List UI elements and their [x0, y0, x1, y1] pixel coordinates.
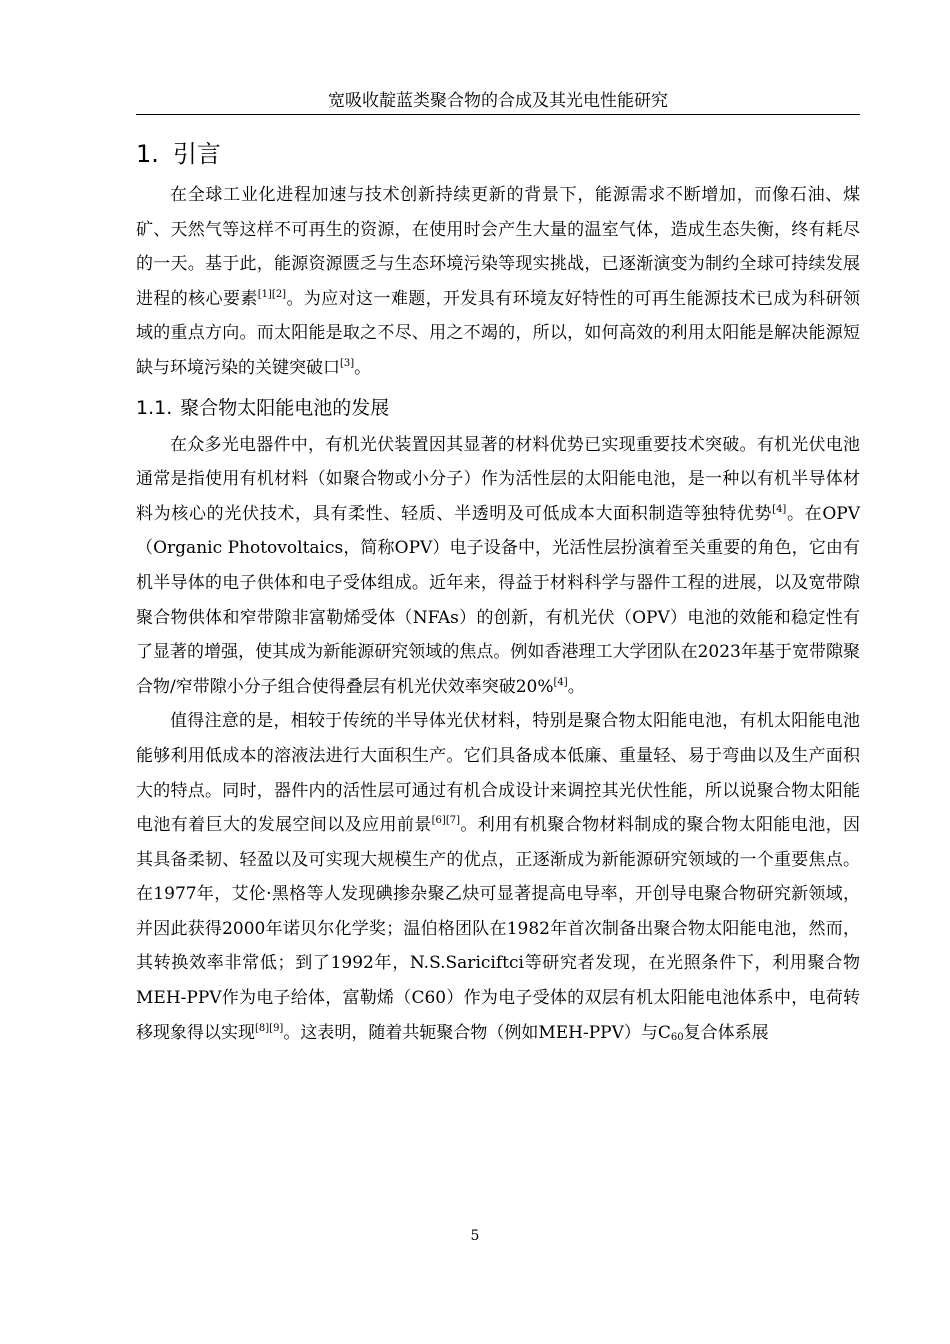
- paragraph-2: [136, 428, 860, 705]
- paragraph-3: [136, 704, 860, 1050]
- subsection-number: 1.1.: [136, 396, 173, 419]
- paragraph-text: 在全球工业化进程加速与技术创新持续更新的背景下，能源需求不断增加，而像石油、煤矿、天然气等这样不可再生的资源，在使用时会产生大量的温室气体，造成生态失衡，终有耗尽的一天。基于此，能源资源匮乏与生态环境污染等现实挑战，已逐渐演变为制约全球可持续发展进程的核心要素: [136, 185, 860, 309]
- section-title: 引言: [172, 140, 221, 168]
- paragraph-text: 。为应对这一难题，开发具有环境友好特性的可再生能源技术已成为科研领域的重点方向。而太阳能是取之不尽、用之不竭的，所以，如何高效的利用太阳能是解决能源短缺与环境污染的关键突破口: [136, 288, 861, 378]
- section-heading-1: [136, 134, 860, 174]
- citation: [4]: [772, 503, 787, 515]
- subscript: 60: [670, 1031, 684, 1043]
- paragraph-text: 。这表明，随着共轭聚合物（例如MEH-PPV）与C: [283, 1022, 671, 1043]
- citation: [3]: [340, 357, 355, 369]
- page-footer: [0, 1228, 950, 1244]
- citation: [1][2]: [257, 288, 287, 300]
- page-number: 5: [470, 1228, 480, 1244]
- section-number: 1.: [136, 140, 159, 168]
- paragraph-text: 。利用有机聚合物材料制成的聚合物太阳能电池，因其具备柔韧、轻盈以及可实现大规模生产的优点，正逐渐成为新能源研究领域的一个重要焦点。在1977年，艾伦·黑格等人发现碘掺杂聚乙炔可显著提高电导率，开创导电聚合物研究新领域，并因此获得2000年诺贝尔化学奖；温伯格团队在1982年首次制备出聚合物太阳能电池，然而，其转换效率非常低；到了1992年，N.S.Sariciftci等研究者发现，在光照条件下，利用聚合物MEH-PPV作为电子给体，富勒烯（C60）作为电子受体的双层有机太阳能电池体系中，电荷转移现象得以实现: [136, 815, 861, 1043]
- paragraph-text: 。: [567, 676, 585, 697]
- citation: [4]: [553, 676, 568, 688]
- paragraph-text: 值得注意的是，相较于传统的半导体光伏材料，特别是聚合物太阳能电池，有机太阳能电池能够利用低成本的溶液法进行大面积生产。它们具备成本低廉、重量轻、易于弯曲以及生产面积大的特点。同时，器件内的活性层可通过有机合成设计来调控其光伏性能，所以说聚合物太阳能电池有着巨大的发展空间以及应用前景: [136, 711, 860, 836]
- citation: [6][7]: [431, 815, 460, 827]
- paragraph-text: 复合体系展: [683, 1022, 769, 1043]
- paragraph-1: [136, 178, 860, 386]
- paragraph-text: 。: [354, 357, 372, 378]
- running-header-title: 宽吸收靛蓝类聚合物的合成及其光电性能研究: [328, 91, 668, 111]
- section-heading-1-1: [136, 392, 860, 424]
- citation: [8][9]: [255, 1022, 284, 1034]
- page-body: [136, 134, 860, 1050]
- paragraph-text: 。在OPV（Organic Photovoltaics，简称OPV）电子设备中，光活性层扮演着至关重要的角色，它由有机半导体的电子供体和电子受体组成。近年来，得益于材料科学与器件工程的进展，以及宽带隙聚合物供体和窄带隙非富勒烯受体（NFAs）的创新，有机光伏（OPV）电池的效能和稳定性有了显著的增强，使其成为新能源研究领域的焦点。例如香港理工大学团队在2023年基于宽带隙聚合物/窄带隙小分子组合使得叠层有机光伏效率突破20%: [136, 503, 861, 697]
- paragraph-text: 在众多光电器件中，有机光伏装置因其显著的材料优势已实现重要技术突破。有机光伏电池通常是指使用有机材料（如聚合物或小分子）作为活性层的太阳能电池，是一种以有机半导体材料为核心的光伏技术，具有柔性、轻质、半透明及可低成本大面积制造等独特优势: [136, 434, 860, 524]
- running-header: [136, 90, 860, 115]
- subsection-title: 聚合物太阳能电池的发展: [180, 396, 390, 419]
